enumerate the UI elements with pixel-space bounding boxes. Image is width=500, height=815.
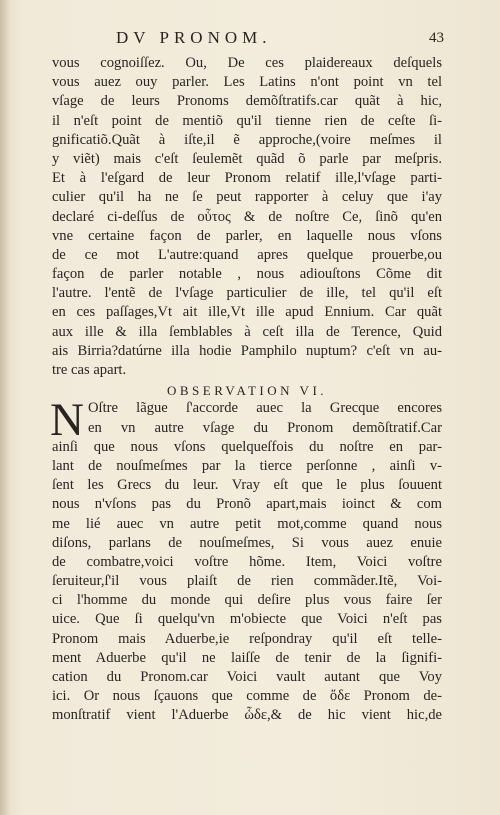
text-line: façon de parler notable , nous adiouſtons Cõme dit [52, 266, 442, 283]
text-line: ſeruiteur,ſ'il vous plaiſt de rien commãder.Itẽ, Voi- [52, 573, 442, 590]
text-line: monſtratif vient l'Aduerbe ὧδε,& de hic vient hic,de [52, 707, 442, 724]
drop-cap: N [50, 394, 84, 447]
text-line: tre cas apart. [52, 362, 127, 378]
text-line: diſons, parlans de nouſmeſmes, Si vous auez enuie [52, 534, 442, 551]
paragraph-before [52, 54, 442, 380]
text-line: l'autre. l'entẽ de l'vſage particulier de ille, tel qu'il eſt [52, 285, 442, 302]
text-line: de combatre,voici voſtre hõme. Item, Voici voſtre [52, 553, 442, 570]
running-head: DV PRONOM. [116, 28, 272, 47]
text-line: ici. Or nous ſçauons que comme de ὅδε Pronom de- [52, 688, 442, 705]
text-line: culier qu'il ha ne ſe peut rapporter à celuy que i'ay [52, 189, 442, 206]
gutter-shadow [0, 0, 10, 815]
text-line: me lié auec vn autre petit mot,comme quand nous [52, 515, 442, 532]
text-line: ment Aduerbe qu'il ne laiſſe de tenir de la ſignifi- [52, 649, 442, 666]
section-title: OBSERVATION VI. [166, 383, 328, 399]
text-line: il n'eſt point de mentiõ qu'il tienne rien de ceſte ſi- [52, 112, 442, 129]
text-line: ais Birria?datúrne illa hodie Pamphilo nuptum? c'eſt vn au- [52, 342, 442, 359]
text-body [52, 54, 442, 726]
text-line: de ce mot L'autre:quand apres quelque prouerbe,ou [52, 246, 442, 263]
text-line: lant de nouſmeſmes par la tierce perſonne , ainſi v- [52, 457, 442, 474]
text-line: en vn autre vſage du Pronom demõſtratif.Car [88, 419, 442, 436]
text-line: vous auez ouy parler. Les Latins n'ont point vn tel [52, 74, 442, 91]
text-line: Pronom mais Aduerbe,ie reſpondray qu'il eſt telle- [52, 630, 442, 647]
text-line: aux ille & illa ſemblables à ceſt illa de Terence, Quid [52, 323, 442, 340]
text-line: Oſtre lãgue ſ'accorde auec la Grecque encores [88, 400, 442, 417]
text-line: gnificatiõ.Quãt à iſte,il ẽ approche,(voire meſmes il [52, 131, 442, 148]
text-line: y viẽt) mais c'eſt ſeulemẽt quãd õ parle par meſpris. [52, 150, 442, 167]
text-line: vous cognoiſſez. Ou, De ces plaidereaux deſquels [52, 55, 442, 71]
text-line: en ces paſſages,Vt ait ille,Vt ille apud Ennium. Car quãt [52, 304, 442, 321]
text-line: vſage de leurs Pronoms demõſtratifs.car quãt à hic, [52, 93, 442, 110]
text-line: nous n'vſons pas du Pronõ apart,mais ioinct & com [52, 496, 442, 513]
text-line: ci l'homme du monde qui deſire plus vous faire ſer [52, 592, 442, 609]
text-line: ſent les Grecs du leur. Vray eſt que le plus ſouuent [52, 477, 442, 494]
text-line: cation du Pronom.car Voici vault autant que Voy [52, 669, 442, 685]
text-line: Et à l'eſgard de leur Pronom relatif ille,l'vſage parti- [52, 170, 442, 187]
page-number: 43 [429, 30, 444, 46]
paragraph-after [50, 394, 442, 725]
text-line: vne certaine façon de parler, en laquelle nous vſons [52, 227, 442, 244]
page-header [86, 28, 444, 52]
text-line: ainſi que nous vſons quelqueſfois du noſtre en par- [52, 438, 442, 455]
text-line: uice. Que ſi quelqu'vn m'obiecte que Voici n'eſt pas [52, 611, 442, 628]
text-line: declaré ci-deſſus de οὗτος & de noſtre Ce, ſinõ qu'en [52, 208, 442, 225]
